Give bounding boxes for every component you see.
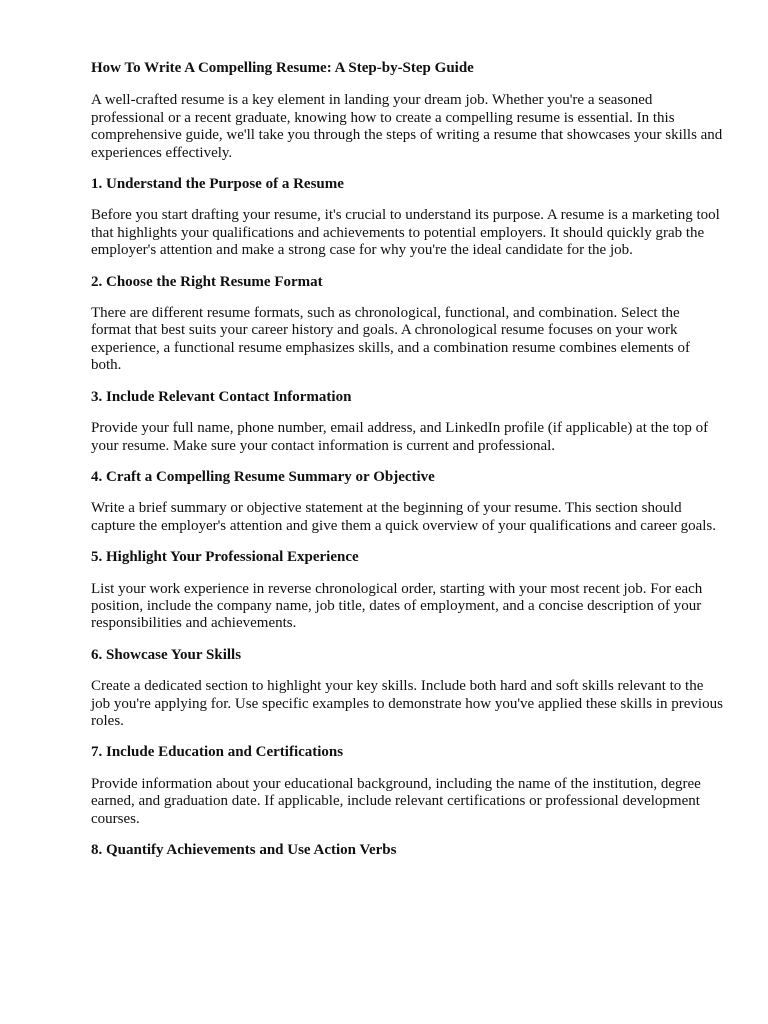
section-4 bbox=[91, 469, 723, 535]
section-heading: 5. Highlight Your Professional Experience bbox=[91, 549, 359, 566]
section-heading: 6. Showcase Your Skills bbox=[91, 646, 242, 663]
section-5 bbox=[91, 549, 723, 633]
document-page bbox=[91, 60, 723, 873]
section-body: Write a brief summary or objective statement at the beginning of your resume. This section should capture the employer's attention and give them a quick overview of your qualifications and career goals. bbox=[91, 500, 716, 534]
section-body: Before you start drafting your resume, it's crucial to understand its purpose. A resume is a marketing tool that highlights your qualifications and achievements to potential employers. It should quickly grab the employer's attention and make a strong case for why you're the ideal candidate for the job. bbox=[91, 207, 720, 259]
section-heading: 4. Craft a Compelling Resume Summary or Objective bbox=[91, 468, 435, 485]
section-6 bbox=[91, 647, 723, 731]
section-body: Create a dedicated section to highlight your key skills. Include both hard and soft skills relevant to the job you're applying for. Use specific examples to demonstrate how you've applied these skills in previous roles. bbox=[91, 678, 723, 729]
section-heading: 1. Understand the Purpose of a Resume bbox=[91, 176, 344, 193]
intro-paragraph: A well-crafted resume is a key element in landing your dream job. Whether you're a seasoned professional or a recent graduate, knowing how to create a compelling resume is essential. In this comprehensive guide, we'll take you through the steps of writing a resume that showcases your skills and experiences effectively. bbox=[91, 92, 723, 161]
section-8 bbox=[91, 842, 723, 859]
section-1 bbox=[91, 176, 723, 260]
section-body: Provide information about your educational background, including the name of the institution, degree earned, and graduation date. If applicable, include relevant certifications or professional development courses. bbox=[91, 775, 701, 827]
section-body: List your work experience in reverse chronological order, starting with your most recent job. For each position, include the company name, job title, dates of employment, and a concise description of your responsibilities and achievements. bbox=[91, 580, 703, 632]
section-body: There are different resume formats, such as chronological, functional, and combination. Select the format that best suits your career history and goals. A chronological resume focuses on your work experience, a functional resume emphasizes skills, and a combination resume combines elements of both. bbox=[91, 305, 690, 374]
section-heading: 2. Choose the Right Resume Format bbox=[91, 273, 323, 290]
section-heading: 3. Include Relevant Contact Information bbox=[91, 388, 352, 405]
section-body: Provide your full name, phone number, email address, and LinkedIn profile (if applicable) at the top of your resume. Make sure your contact information is current and professional. bbox=[91, 420, 709, 454]
section-2 bbox=[91, 274, 723, 375]
section-7 bbox=[91, 744, 723, 828]
section-3 bbox=[91, 389, 723, 455]
section-heading: 8. Quantify Achievements and Use Action Verbs bbox=[91, 842, 397, 858]
section-heading: 7. Include Education and Certifications bbox=[91, 744, 344, 761]
document-title: How To Write A Compelling Resume: A Step-by-Step Guide bbox=[91, 60, 474, 76]
